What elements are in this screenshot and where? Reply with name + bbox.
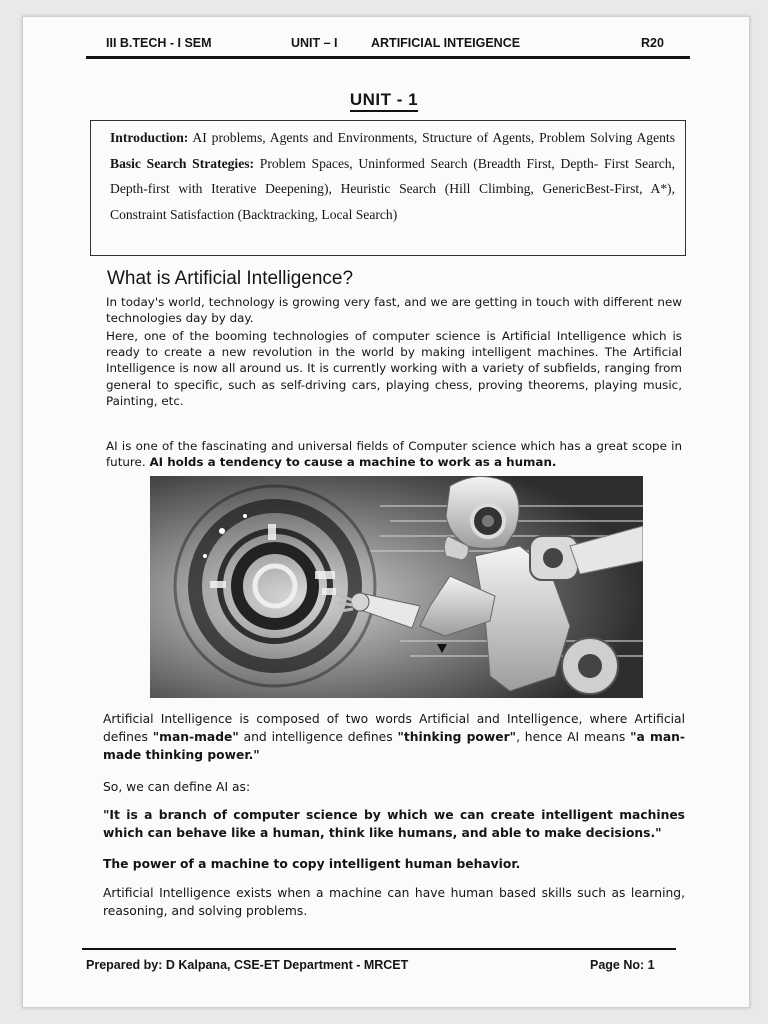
syllabus-box [90,120,686,256]
footer-page-number: Page No: 1 [590,958,655,972]
header-subject: ARTIFICIAL INTEIGENCE [371,36,521,50]
paragraph-1: In today's world, technology is growing very fast, and we are getting in touch with different new technologies day by day. [106,295,682,326]
section-heading: What is Artificial Intelligence? [107,268,354,289]
syllabus-search-text: Problem Spaces, Uninformed Search (Breadth First, Depth- First Search, Depth-first with Iterative Deepening), Heuristic Search (Hill Climbing, GenericBest-First, A*), Constraint Satisfaction (Backtracking, Local Search) [110,155,675,222]
paragraph-7: The power of a machine to copy intelligent human behavior. [103,857,521,871]
syllabus-intro-label: Introduction: [110,130,189,145]
ai-definition-quote: "It is a branch of computer science by which we can create intelligent machines which can behave like a human, think like humans, and able to make decisions." [103,808,685,840]
unit-title: UNIT - 1 [0,90,768,110]
header-regulation: R20 [641,36,664,50]
syllabus-search-label: Basic Search Strategies: [110,155,255,171]
page-header [86,34,690,56]
header-rule [86,56,690,59]
syllabus-intro-text: AI problems, Agents and Environments, Structure of Agents, Problem Solving Agents [188,130,675,145]
header-course: III B.TECH - I SEM [106,36,212,50]
paragraph-3: AI is one of the fascinating and universal fields of Computer science which has a great scope in future. AI holds a tendency to cause a machine to work as a human. [106,439,682,470]
footer-prepared-by: Prepared by: D Kalpana, CSE-ET Department - MRCET [86,958,409,972]
robot-illustration [150,476,643,698]
paragraph-8: Artificial Intelligence exists when a machine can have human based skills such as learning, reasoning, and solving problems. [103,886,685,918]
paragraph-2: Here, one of the booming technologies of computer science is Artificial Intelligence which is ready to create a new revolution in the world by making intelligent machines. The Artificial Intelligence is now all around us. It is currently working with a variety of subfields, ranging from general to specific, such as self-driving cars, playing chess, proving theorems, playing music, Painting, etc. [106,329,682,408]
header-unit: UNIT – I [291,36,338,50]
paragraph-4: Artificial Intelligence is composed of two words Artificial and Intelligence, where Artificial defines "man-made" and intelligence defines "thinking power", hence AI means "a man-made thinking power." [103,712,685,762]
footer-rule [82,948,676,950]
paragraph-5: So, we can define AI as: [103,780,251,794]
